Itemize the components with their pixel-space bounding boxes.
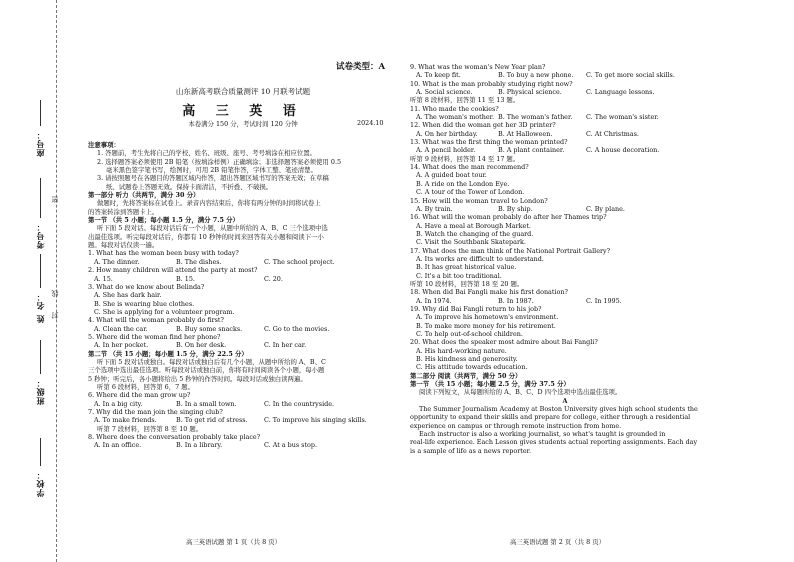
section2-title: 第二节 （共 15 小题；每小题 1.5 分，满分 22.5 分）	[88, 349, 248, 358]
option-c[interactable]: C. To help out-of-school children.	[416, 330, 523, 338]
option-b[interactable]: B. In a library.	[176, 441, 223, 450]
option-a[interactable]: A. Clean the car.	[94, 324, 148, 333]
option-a[interactable]: A. To keep fit.	[416, 71, 461, 80]
option-b[interactable]: B. 15.	[176, 274, 195, 283]
material-note: 听第 7 段材料，回答第 8 至 10 题。	[97, 424, 203, 433]
question-stem: 3. What do we know about Belinda?	[88, 282, 205, 291]
question-stem: 12. When did the woman get her 3D printer?	[410, 121, 556, 130]
exam-date: 2024.10	[357, 119, 384, 127]
note-item: 2. 选择题答案必须使用 2B 铅笔（按填涂样例）正确填涂；非选择题答案必须使用 0.5	[97, 157, 342, 166]
option-row	[410, 297, 720, 305]
footer-page-2: 高三英语试题 第 2 页（共 8 页）	[510, 538, 605, 546]
option-a[interactable]: A. By train.	[416, 204, 453, 213]
passage-line: opportunity to expand their skills and prepare for college, either through a residential	[410, 413, 691, 422]
passage-line: real-life experience. Each Lesson gives students actual reporting assignments. Each day	[410, 438, 698, 447]
option-b[interactable]: B. The woman's father.	[498, 113, 573, 122]
section2-intro: 三个选项中选出最佳选项。听每段对话或独白前，你将有时间阅读各个小题，每小题	[88, 366, 325, 375]
question-stem: 19. Why did Bai Fangli return to his job?	[410, 304, 542, 313]
question-stem: 20. What does the speaker most admire about Bai Fangli?	[410, 338, 598, 347]
material-note: 听第 8 段材料，回答第 11 至 13 题。	[410, 96, 520, 105]
cut-line	[56, 0, 57, 562]
option-b[interactable]: B. It has great historical value.	[416, 263, 517, 272]
note-item: 3. 请按照题号在各题目的答题区域内作答，超出答题区域书写的答案无效；在草稿	[97, 174, 329, 183]
option-b[interactable]: B. To make more money for his retirement.	[416, 321, 556, 330]
option-c[interactable]: C. In the countryside.	[264, 399, 335, 408]
option-c[interactable]: C. A house decoration.	[586, 146, 660, 155]
option-row	[410, 71, 720, 79]
option-row	[410, 130, 720, 138]
right-column	[410, 63, 720, 455]
option-c[interactable]: C. Language lessons.	[586, 88, 655, 97]
class-label: 班级：	[35, 378, 45, 405]
seat-number-blank	[40, 100, 41, 126]
note-item: 纸、试题卷上答题无效。保持卡面清洁，不折叠、不破损。	[106, 182, 273, 191]
option-c[interactable]: C. She is applying for a volunteer program.	[94, 307, 235, 316]
option-a[interactable]: A. In her pocket.	[94, 341, 149, 350]
question-stem: 8. Where does the conversation probably take place?	[88, 433, 261, 442]
option-b[interactable]: B. His kindness and generosity.	[416, 355, 518, 364]
passage-label: A	[562, 396, 568, 405]
option-c[interactable]: C. Visit the Southbank Skatepark.	[416, 238, 526, 247]
passage-line: The Summer Journalism Academy at Boston University gives high school students the	[419, 405, 698, 414]
paper-type: 试卷类型：A	[336, 62, 386, 72]
question-list-1-5	[88, 249, 398, 349]
question-stem: 10. What is the man probably studying right now?	[410, 79, 573, 88]
option-row	[410, 205, 720, 213]
section2-intro: 听下面 5 段对话或独白。每段对话或独白后有几个小题，从题中所给的 A、B、C	[97, 357, 326, 366]
class-blank	[40, 340, 41, 374]
option-b[interactable]: B. In a small town.	[176, 399, 237, 408]
part2-section1-intro: 阅读下列短文，从每题所给的 A、B、C、D 四个选项中选出最佳选项。	[419, 388, 622, 397]
name-label: 姓 名：	[35, 292, 45, 323]
section1-intro: 出最佳选项。听完每段对话后，你都有 10 秒钟的时间来回答有关小题和阅读下一小	[88, 232, 324, 241]
question-stem: 11. Who made the cookies?	[410, 104, 499, 113]
option-c[interactable]: C. In her car.	[264, 341, 307, 350]
notes-title: 注意事项：	[88, 141, 120, 149]
option-a[interactable]: A. Its works are difficult to understand.	[416, 254, 544, 263]
note-item: 1. 答题前，考生先将自己的学校、姓名、班级、座号、考号填涂在相应位置。	[97, 149, 317, 158]
exam-title: 山东新高考联合质量测评 10 月联考试题	[175, 87, 311, 96]
option-c[interactable]: C. To improve his singing skills.	[264, 416, 367, 425]
question-stem: 15. How will the woman travel to London?	[410, 196, 548, 205]
option-row	[88, 258, 398, 266]
passage-line: experience on campus or through remote instruction from home.	[410, 421, 622, 430]
part2-title: 第二部分 阅读（共两节，满分 50 分）	[410, 371, 522, 380]
question-stem: 7. Why did the man join the singing club?	[88, 408, 223, 416]
option-row	[88, 400, 398, 408]
question-stem: 18. When did Bai Fangli make his first donation?	[410, 288, 568, 297]
question-stem: 13. What was the first thing the woman printed?	[410, 138, 568, 147]
question-stem: 14. What does the man recommend?	[410, 163, 529, 172]
option-row	[410, 88, 720, 96]
question-stem: 1. What has the woman been busy with today?	[88, 249, 239, 258]
question-stem: 5. Where did the woman find her phone?	[88, 332, 221, 341]
option-c[interactable]: C. The school project.	[264, 257, 335, 266]
passage-line: Each instructor is also a working journalist, so what's taught is grounded in	[419, 430, 666, 439]
section2-intro: 5 秒钟；听完后，各小题将给出 5 秒钟的作答时间。每段对话或独白读两遍。	[88, 374, 307, 383]
question-stem: 6. Where did the man grow up?	[88, 391, 191, 400]
option-b[interactable]: B. On her desk.	[176, 341, 227, 350]
footer-page-1: 高三英语试题 第 1 页（共 8 页）	[186, 538, 281, 546]
passage-line: is a sample of life as a news reporter.	[410, 446, 532, 455]
option-a[interactable]: A. A pencil holder.	[416, 146, 476, 155]
name-blank	[40, 254, 41, 288]
option-b[interactable]: B. Buy some snacks.	[176, 324, 243, 333]
option-b[interactable]: B. The dishes.	[176, 257, 222, 266]
option-a[interactable]: A. The woman's mother.	[416, 113, 494, 122]
option-c[interactable]: C. His attitude towards education.	[416, 363, 528, 372]
material-note: 听第 6 段材料，回答第 6，7 题。	[97, 382, 195, 391]
option-a[interactable]: A. To improve his hometown's environment.	[416, 313, 559, 322]
part2-section1-title: 第一节 （共 15 小题；每小题 2.5 分，满分 37.5 分）	[410, 380, 570, 389]
score-time: 本卷满分 150 分，考试时间 120 分钟	[188, 120, 298, 128]
option-a[interactable]: A. Have a meal at Borough Market.	[416, 221, 531, 230]
subject-title: 高 三 英 语	[182, 104, 304, 119]
question-stem: 9. What was the woman's New Year plan?	[410, 63, 546, 71]
question-list-11-13	[410, 105, 720, 155]
option-c[interactable]: C. The woman's sister.	[586, 113, 659, 122]
option-row	[88, 275, 398, 283]
option-row	[88, 416, 398, 424]
left-column	[88, 141, 398, 450]
question-list-18-20	[410, 288, 720, 371]
option-row	[410, 113, 720, 121]
section1-title: 第一节 （共 5 小题；每小题 1.5 分，满分 7.5 分）	[88, 216, 239, 225]
option-b[interactable]: B. By ship.	[498, 204, 533, 213]
option-a[interactable]: A. Social science.	[416, 88, 473, 97]
option-c[interactable]: C. By plane.	[586, 204, 625, 213]
question-list-14-17	[410, 163, 720, 280]
option-a[interactable]: A. To make friends.	[94, 416, 157, 425]
question-stem: 4. What will the woman probably do first?	[88, 316, 224, 325]
part1-title: 第一部分 听力（共两节，满分 30 分）	[88, 191, 200, 200]
question-stem: 16. What will the woman probably do after her Thames trip?	[410, 213, 607, 222]
option-a[interactable]: A. The dinner.	[94, 257, 140, 266]
option-b[interactable]: B. A ride on the London Eye.	[416, 179, 510, 188]
question-stem: 17. What does the man think of the National Portrait Gallery?	[410, 246, 611, 255]
option-c[interactable]: C. Go to the movies.	[264, 324, 330, 333]
part1-intro: 做题时，先将答案标在试卷上。录音内容结束后，你将有两分钟的时间将试卷上	[97, 199, 321, 208]
question-list-6-7	[88, 391, 398, 424]
option-a[interactable]: A. On her birthday.	[416, 129, 478, 138]
exam-number-label: 考号：	[35, 222, 45, 249]
question-list-8	[88, 433, 398, 450]
option-b[interactable]: B. A plant container.	[498, 146, 565, 155]
option-row	[88, 441, 398, 449]
option-b[interactable]: B. Watch the changing of the guard.	[416, 229, 534, 238]
option-a[interactable]: A. 15.	[94, 274, 113, 283]
option-c[interactable]: C. At a bus stop.	[264, 441, 318, 450]
question-list-9-10	[410, 63, 720, 96]
secret-mark: 密	[51, 196, 59, 203]
option-row	[410, 146, 720, 154]
exam-number-blank	[40, 178, 41, 218]
option-a[interactable]: A. In 1974.	[416, 296, 452, 305]
line-mark: 线	[51, 290, 59, 297]
material-note: 听第 9 段材料，回答第 14 至 17 题。	[410, 154, 520, 163]
option-c[interactable]: C. To get more social skills.	[586, 71, 675, 80]
option-c[interactable]: C. In 1995.	[586, 296, 622, 305]
option-b[interactable]: B. To buy a new phone.	[498, 71, 574, 80]
school-blank	[40, 438, 41, 466]
binding-strip	[0, 0, 72, 562]
option-b[interactable]: B. In 1987.	[498, 296, 534, 305]
option-b[interactable]: B. Physical science.	[498, 88, 562, 97]
option-c[interactable]: C. It's a bit too traditional.	[416, 271, 502, 280]
option-a[interactable]: A. She has dark hair.	[94, 291, 162, 300]
option-row	[88, 325, 398, 333]
seat-number-label: 座号：	[35, 130, 45, 157]
part1-intro: 的答案转涂到答题卡上。	[88, 207, 159, 216]
option-c[interactable]: C. A tour of the Tower of London.	[416, 188, 525, 197]
section1-intro: 听下面 5 段对话。每段对话后有一个小题，从题中所给的 A、B、C 三个选项中选	[97, 224, 328, 233]
option-b[interactable]: B. At Halloween.	[498, 129, 553, 138]
option-a[interactable]: A. In a big city.	[94, 399, 143, 408]
option-c[interactable]: C. 20.	[264, 274, 283, 283]
option-row	[88, 341, 398, 349]
question-stem: 2. How many children will attend the party at most?	[88, 266, 258, 275]
material-note: 听第 10 段材料，回答第 18 至 20 题。	[410, 279, 524, 288]
option-b[interactable]: B. To get rid of stress.	[176, 416, 248, 425]
option-a[interactable]: A. In an office.	[94, 441, 142, 450]
note-item: 毫米黑色签字笔书写，绘图时，可用 2B 铅笔作答，字体工整、笔迹清楚。	[106, 166, 317, 175]
option-a[interactable]: A. His hard-working nature.	[416, 346, 507, 355]
seal-mark: 封	[51, 312, 59, 319]
option-c[interactable]: C. At Christmas.	[586, 129, 639, 138]
school-label: 学校：	[35, 470, 45, 497]
section1-intro: 题。每段对话仅读一遍。	[88, 241, 159, 250]
option-b[interactable]: B. She is wearing blue clothes.	[94, 299, 195, 308]
option-a[interactable]: A. A guided boat tour.	[416, 171, 487, 180]
